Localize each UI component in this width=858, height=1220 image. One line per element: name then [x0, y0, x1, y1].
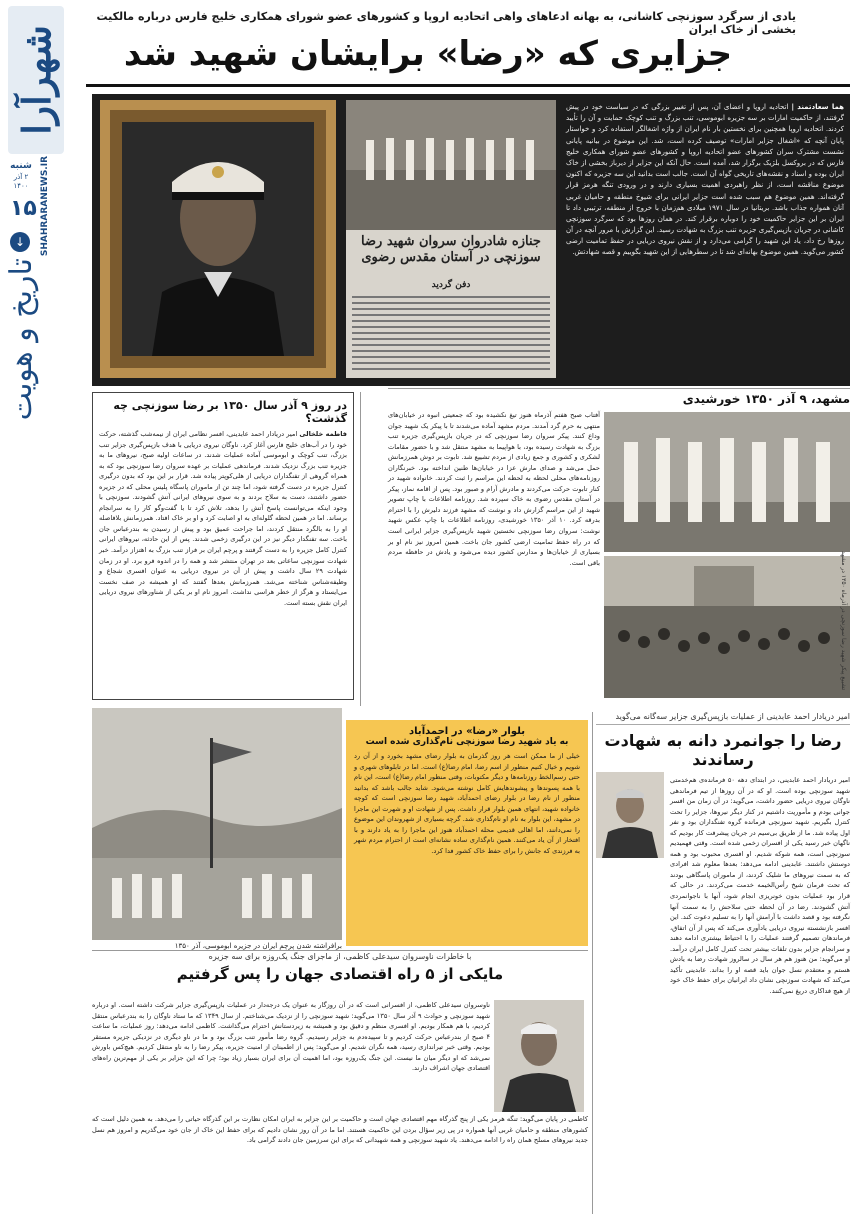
man-portrait-icon: [494, 1000, 584, 1112]
feature-body: اتحادیه اروپا و اعضای آن، پس از تغییر بزرگی که در سیاست خود در پیش گرفتند، از حاکمیت امارات بر سه جزیره ابوموسی، تنب بزرگ و تنب کوچک حمایت و آن را تأیید کردند. اتحادیه اروپا همچنین برای نخستین بار نام ایران از واژه اشغالگر استفاده کرد و خواستار پایان آنچه که «اشغال جزایر امارات» توصیف کرده است، شد. این موضوع در بیانیه پایانی نشست مشترک سران کشورهای عضو اتحادیه اروپا و کشورهای عضو شورای همکاری خلیج فارس که در بروکسل بلژیک برگزار شد، آمده است. حال آنکه این جزایر از دیرباز بخشی از خاک ایران بوده و اسناد و نقشه‌های تاریخی گواه آن است. جالب است بدانید این سه جزیره که اکنون موضوع مناقشه است، از نظر راهبردی اهمیت بسیاری دارند و در ورودی تنگه هرمز قرار گرفته‌اند. همین موضوع هم سبب شده است جزایر ایرانی برای شیوخ منطقه و حامیان غربی آنان همواره جذاب باشد. بریتانیا در سال ۱۹۷۱ میلادی هم‌زمان با خروج از منطقه، ترتیبی داد تا ایران بر این جزایر حاکمیت خود را دوباره برقرار کند. در همان روزها بود که سرگرد سوزنچی کاشانی در جریان بازپس‌گیری جزیره تنب بزرگ به شهادت رسید. این گزارش با مرور آنچه در آن روزها رخ داد، یاد این شهید را گرامی می‌دارد و از نقش نیروی دریایی در حفظ تمامیت ارضی کشور می‌گوید. همین موضوع بهانه‌ای شد تا در سطرهایی از این شهید بگوییم و قصه شهادتش.: [566, 103, 844, 257]
divider: [592, 712, 593, 1214]
nov30-box: [92, 392, 354, 700]
man-portrait-icon: [596, 772, 664, 858]
funeral-photo-2: [604, 556, 850, 698]
funeral-photo-caption: تشییع پیکر شهید رضا سوزنچی در آذرماه ۱۳۵۰ در مشهد: [840, 550, 847, 690]
reza-boulevard-box: [346, 720, 588, 946]
portrait-photo: [122, 122, 314, 356]
abedini-photo: [596, 772, 664, 858]
abedini-body: امیر دریادار احمد عابدینی، در ابتدای دهه ۵۰ فرمانده‌ی هم‌خدمتی شهید سوزنچی بوده است. او که در آن روزها از تیم فرماندهی ناوگان نیروی دریایی حضور داشت، می‌گوید: در آن زمان من افسر جوانی بودم و مأموریت داشتیم در کنار دیگر نیروها، جزایر را تحت کنترل بگیریم. شهید سوزنچی فرمانده گروه تفنگداران بود و نفر اول پیاده شد. ما از طریق بی‌سیم در جریان پیشرفت کار بودیم که ناگهان خبر رسید یکی از افسران زخمی شده است. وقتی فهمیدیم سوزنچی است، همه شوکه شدیم. او افسری محبوب بود و همه دوستش داشتند. عابدینی ادامه می‌دهد: بعدها معلوم شد افرادی که به سمت نیروهای ما شلیک کردند، از ماموران پاسگاهی بودند که تحت فرمان شیخ رأس‌الخیمه خدمت می‌کردند. در حالی که قرار بود عملیات بدون خونریزی انجام شود، آنها با ناجوانمردی آتش گشودند. رضا در آن لحظه حتی سلاحش را به سمت آنها نگرفته بود و قصد داشت با آرامش آنها را به تسلیم دعوت کند. این افسر بازنشسته نیروی دریایی یادآوری می‌کند که پس از آن اتفاق، فرماندهان تصمیم گرفتند عملیات را با احتیاط بیشتری ادامه دهند و سرانجام جزایر بدون تلفات بیشتر تحت کنترل کامل ایران درآمد. او می‌گوید: من هنوز هم هر سال در سالروز شهادت رضا به یادش هستم و معتقدم نسل جوان باید قصه او را بداند. عابدینی تأکید می‌کند که شهادت سوزنچی نشان داد ایرانیان برای حفظ خاک خود از هیچ فداکاری دریغ نمی‌کنند.: [670, 776, 850, 995]
officer-portrait-icon: [122, 122, 314, 356]
reza-boulevard-body: خیلی از ما ممکن است هر روز گذرمان به بلوار رضای مشهد بخورد و از آن رد شویم و خیال کنیم منظور از اسم رضا، امام رضا(ع) است. اما در تابلوهای شهری و حتی رسم‌الخط روزنامه‌ها و دیگر مکتوبات، وقتی منظور امام رضا(ع) است، این نام با همه پسوندها و پیشوندهایش کامل نوشته می‌شود. شاید جالب باشد که بدانید منظور از نام رضا در بلوار رضای احمدآباد، شهید رضا سوزنچی است که کوچه خانواده شهید، انتهای همین بلوار قرار داشت. پس از شهادت او و شهرت این ماجرا در مشهد، این بلوار به نام او نام‌گذاری شد. گرچه بسیاری از شهروندان این موضوع را نمی‌دانند، اما اهالی قدیمی محله احمدآباد هنوز این ماجرا را به یاد دارند و با افتخار از آن یاد می‌کنند. همین نام‌گذاری ساده نشانه‌ای است از احترام مردم شهر به فرزندی که جانش را برای حفظ خاک کشور فدا کرد.: [354, 752, 580, 855]
clipping-text-lines: [352, 296, 550, 374]
mashhad-text-column: [388, 392, 600, 706]
day-label: شنبه: [10, 161, 32, 171]
newspaper-logo[interactable]: [8, 6, 64, 154]
date-box: [6, 160, 36, 192]
ceremony-photo-icon: [346, 100, 556, 230]
divider: [360, 392, 361, 706]
kazemi-body-1: ناوسروان سیدعلی کاظمی، از افسرانی است که در آن روزگار به عنوان یک درجه‌دار در عملیات بازپس‌گیری جزایر شرکت داشته است. او درباره شهید سوزنچی و حوادث ۹ آذر سال ۱۳۵۰ می‌گوید: شهید سوزنچی را از نزدیک می‌شناختم. از سال ۱۳۴۹ که ما ستاد ناوگان را به بندرعباس منتقل کردیم، با هم همکار بودیم. او افسری منظم و دقیق بود و همیشه به زیردستانش احترام می‌گذاشت. کاظمی ادامه می‌دهد: روز عملیات، ما ساعت ۴ صبح از بندرعباس حرکت کردیم و تا سپیده‌دم به جزایر رسیدیم. گروه رضا مأمور تنب بزرگ بود و ما در ناو دیگری در نزدیکی جزیره مستقر بودیم. وقتی خبر تیراندازی رسید، همه نگران شدیم. او می‌گوید: پس از اطمینان از امنیت جزیره، پیکر رضا را به ناو منتقل کردیم. هیچ‌کس باورش نمی‌شد که او دیگر میان ما نیست. این جنگ یک‌روزه بود، اما اهمیت آن برای ایران بسیار زیاد بود؛ چرا که این جزایر بر یکی از مهم‌ترین راه‌های اقتصادی جهان اشراف دارند.: [92, 1001, 490, 1073]
mashhad-body: آفتاب صبح هفتم آذرماه هنوز تیغ نکشیده بود که جمعیتی انبوه در خیابان‌های منتهی به حرم گرد آمدند. مردم مشهد آماده می‌شدند تا با پیکر یک شهید جوان وداع کنند. پیکر سروان رضا سوزنچی که در جریان بازپس‌گیری جزیره تنب بزرگ به شهادت رسیده بود، با هواپیما به مشهد منتقل شد و با حضور مقامات لشکری و کشوری و جمع زیادی از مردم تشییع شد. تابوت بر دوش همرزمانش حمل می‌شد و صدای مارش عزا در خیابان‌ها طنین انداخته بود. خبرنگاران روزنامه‌های محلی لحظه به لحظه این مراسم را ثبت کردند. خانواده شهید در کنار تابوت حرکت می‌کردند و مادرش آرام و صبور بود. پس از اقامه نماز، پیکر در آستان مقدس رضوی به خاک سپرده شد. روزنامه اطلاعات با چاپ تصویر شهید از این مراسم گزارش داد و نوشت که مشهد فرزند دلیرش را با احترام بدرقه کرد. ۱۰ آذر ۱۳۵۰ خورشیدی، روزنامه اطلاعات با چاپ عکس شهید نوشت: سروان رضا سوزنچی نخستین شهید بازپس‌گیری جزایر ایرانی است که در راه حفظ تمامیت ارضی کشور جان باخت. همین امروز نیز نام او بر بسیاری از خیابان‌ها و مدارس کشور دیده می‌شود و یادش در حافظه مردم باقی است.: [388, 411, 600, 567]
main-headline: جزایری که «رضا» برایشان شهید شد: [123, 34, 733, 74]
nov30-author: فاطمه خلخالی: [299, 430, 348, 438]
logo-text: شهرآرا: [13, 25, 59, 135]
flag-photo: [92, 708, 342, 940]
mashhad-title: مشهد، ۹ آذر ۱۳۵۰ خورشیدی: [682, 392, 850, 406]
crowd-icon: [604, 556, 850, 698]
clipping-headline: جنازه شادروان سروان شهید رضا سوزنچی در آستان مقدس رضوی: [361, 234, 541, 266]
header-rule: [86, 84, 850, 87]
section-title: تاریخ و هویت: [4, 258, 39, 421]
funeral-photo-1: [604, 412, 850, 552]
clipping-subhead: دفن گردید: [431, 280, 471, 290]
divider: [388, 388, 850, 389]
feature-text: [566, 102, 844, 378]
abedini-kicker: امیر دریادار احمد عابدینی از عملیات بازپس‌گیری جزایر سه‌گانه می‌گوید: [596, 712, 850, 725]
newspaper-clipping: [346, 100, 556, 378]
feature-author: هما سعادتمند |: [791, 103, 844, 111]
abedini-title: رضا را جوانمرد دانه به شهادت رساندند: [604, 731, 842, 769]
kazemi-body-2: کاظمی در پایان می‌گوید: تنگه هرمز یکی از پنج گذرگاه مهم اقتصادی جهان است و حاکمیت بر این جزایر به ایران امکان نظارت بر این گذرگاه حیاتی را می‌دهد. به همین دلیل است که کشورهای منطقه و حامیان غربی آنها همواره در پی زیر سؤال بردن این حاکمیت هستند. اما ما در آن روز نشان دادیم که برای حفظ این خاک از جان خود می‌گذریم و امروز هم نسل جدید نیروهای مسلح همان راه را ادامه می‌دهند. یاد شهید سوزنچی و همه شهیدانی که برای این سرزمین جان دادند گرامی باد.: [92, 1115, 588, 1145]
portrait-frame: [100, 100, 336, 378]
clipping-photo: [346, 100, 556, 230]
funeral-march-icon: [604, 412, 850, 552]
kazemi-photo: [494, 1000, 584, 1112]
page-number: ۱۵: [10, 196, 37, 221]
site-url[interactable]: SHAHRARANEWS.IR: [40, 156, 50, 257]
nov30-body: امیر دریادار احمد عابدینی، افسر نظامی ایران از نیمه‌شب گذشته، حرکت خود را در آب‌های خلیج فارس آغاز کرد. ناوگان نیروی دریایی با هدف بازپس‌گیری جزایر تنب بزرگ، تنب کوچک و ابوموسی آماده عملیات شدند. در ساعات اولیه صبح، نیروهای ما به جزیره تنب بزرگ نزدیک شدند. فرماندهی عملیات بر عهده سروان رضا سوزنچی بود که به همراه گروهی از تفنگداران دریایی از هلی‌کوپتر پیاده شد. قرار بر این بود که بدون درگیری کنترل جزیره در دست گرفته شود، اما چند تن از ماموران پاسگاه پلیس محلی که در جزیره حضور داشتند، دست به سلاح بردند و به سوی نیروهای ایرانی آتش گشودند. سوزنچی با وجود اینکه می‌توانست پاسخ آتش را بدهد، تلاش کرد تا با گفت‌وگو کار را به سرانجام برساند. اما در همین لحظه گلوله‌ای به او اصابت کرد و او بر خاک افتاد. همرزمانش بلافاصله او را به بالگرد منتقل کردند، اما جراحت عمیق بود و پیش از رسیدن به بندرعباس جان باخت. سه تفنگدار دیگر نیز در این درگیری زخمی شدند. پس از این حادثه، نیروهای ایرانی کنترل کامل جزیره را به دست گرفتند و پرچم ایران بر فراز تنب بزرگ به اهتزاز درآمد. خبر شهادت سوزنچی ساعاتی بعد در تهران منتشر شد و همه را در اندوه فرو برد. او در زمان شهادت ۲۹ سال داشت و پیش از آن در نیروی دریایی به عنوان افسری شجاع و وظیفه‌شناس شناخته می‌شد. همرزمانش بعدها گفتند که او همیشه در صف نخست می‌ایستاد و هرگز از خطر هراسی نداشت. امروز نام او بر یکی از شناورهای نیروی دریایی ایران نقش بسته است.: [99, 430, 347, 607]
kazemi-kicker: با خاطرات ناوسروان سیدعلی کاظمی، از ماجرای جنگ یک‌روزه برای سه جزیره: [208, 952, 472, 961]
masthead: [0, 0, 74, 1220]
kazemi-title: مایکی از ۵ راه اقتصادی جهان را پس گرفتیم: [176, 965, 504, 983]
flag-raising-icon: [92, 708, 342, 940]
date-label: ۲ آذر ۱۴۰۰: [13, 172, 29, 191]
nov30-title: در روز ۹ آذر سال ۱۳۵۰ بر رضا سوزنچی چه گذشت؟: [113, 399, 347, 425]
flag-caption: برافراشته شدن پرچم ایران در جزیره ابوموسی، آذر ۱۳۵۰: [174, 942, 342, 950]
reza-boulevard-title: بلوار «رضا» در احمدآباد: [409, 726, 525, 737]
reza-boulevard-subtitle: به یاد شهید رضا سوزنچی نام‌گذاری شده است: [365, 737, 569, 747]
divider: [92, 950, 588, 951]
arrow-down-icon: ↓: [10, 232, 30, 252]
headline-kicker: یادی از سرگرد سوزنچی کاشانی، به بهانه ادعاهای واهی اتحادیه اروپا و کشورهای عضو شورای همکاری خلیج فارس درباره مالکیت بخشی از خاک ایران: [96, 10, 796, 36]
